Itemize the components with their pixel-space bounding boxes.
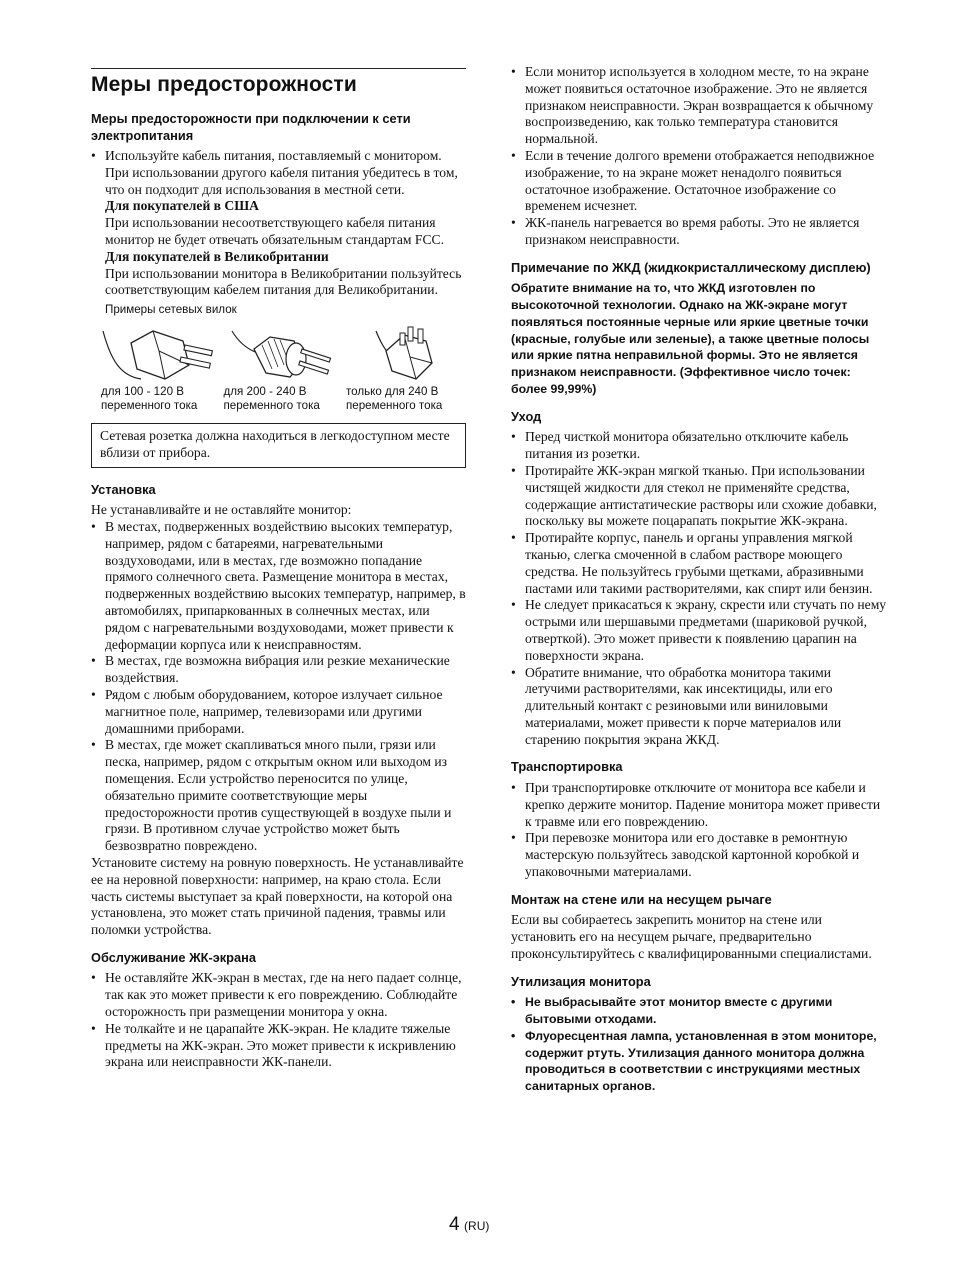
lcd-note-heading: Примечание по ЖКД (жидкокристаллическому дисплею)	[511, 259, 871, 275]
plug-caption-3b: переменного тока	[346, 399, 443, 413]
list-item: • Если в течение долгого времени отображается неподвижное изображение, то на экране может ненадолго появиться остаточное изображение. Остаточное изображение со временем исчезнет.	[511, 148, 887, 215]
page-language-suffix: (RU)	[464, 1219, 490, 1233]
list-item: • При транспортировке отключите от монитора все кабели и крепко держите монитор. Падение монитора может привести к травме или его повреждению.	[511, 780, 887, 830]
install-intro: Не устанавливайте и не оставляйте монитор:	[91, 502, 352, 518]
eu-plug-icon	[224, 321, 344, 383]
page-number: 4	[449, 1214, 460, 1235]
install-section	[91, 502, 466, 939]
transport-heading: Транспортировка	[511, 759, 623, 775]
power-bullet: • Используйте кабель питания, поставляемый с монитором. При использовании другого кабеля питания убедитесь в том, что он подходит для использования в местной сети.	[91, 148, 466, 198]
power-section	[91, 148, 466, 299]
mount-text: Если вы собираетесь закрепить монитор на стене или установить его на несущем рычаге, предварительно проконсультируйтесь с квалифицированными специалистами.	[511, 912, 872, 961]
list-item: • Флуоресцентная лампа, установленная в этом мониторе, содержит ртуть. Утилизация данного монитора должна проводиться в соответствии с инструкциями местных санитарных органов.	[511, 1028, 887, 1095]
list-item: • Рядом с любым оборудованием, которое излучает сильное магнитное поле, например, телевизорами или другими домашними приборами.	[91, 687, 466, 737]
care-heading: Уход	[511, 408, 542, 424]
disposal-list	[511, 994, 887, 1095]
lcd-heading: Обслуживание ЖК-экрана	[91, 949, 256, 965]
list-item: • Если монитор используется в холодном месте, то на экране может появиться остаточное изображение. Это не является признаком неисправности. Экран возвращается к обычному воспроизведению, как только температура становится нормальной.	[511, 64, 887, 148]
mount-heading: Монтаж на стене или на несущем рычаге	[511, 891, 772, 907]
plug-caption-2b: переменного тока	[223, 399, 320, 413]
list-item: • Протирайте корпус, панель и органы управления мягкой тканью, слегка смоченной в слабом растворе моющего средства. Не пользуйтесь грубыми щетками, абразивными пастами или такими растворителями, как спирт или бензин.	[511, 530, 887, 597]
list-item: • Не следует прикасаться к экрану, скрести или стучать по нему острыми или шершавыми предметами (шариковой ручкой, отверткой). Это может привести к появлению царапин на поверхности экрана.	[511, 597, 887, 664]
care-section	[511, 429, 887, 748]
lcd-note-text: Обратите внимание на то, что ЖКД изготовлен по высокоточной технологии. Однако на ЖК-экране могут появляться постоянные черные или яркие цветные точки (красные, голубые или зеленые), а также цветные полосы или яркие пятна неправильной формы. Это не является признаком неисправности. (Эффективное число точек: более 99,99%)	[511, 281, 870, 397]
us-plug-icon	[101, 321, 221, 383]
plug-type-c	[224, 321, 344, 413]
disposal-heading: Утилизация монитора	[511, 973, 651, 989]
plug-caption-1b: переменного тока	[101, 399, 198, 413]
list-item: • Не оставляйте ЖК-экран в местах, где на него падает солнце, так как это может привести к его повреждению. Соблюдайте осторожность при размещении монитора у окна.	[91, 970, 466, 1020]
transport-section	[511, 780, 887, 881]
list-item: • В местах, где может скапливаться много пыли, грязи или песка, например, рядом с открытым окном или выходом из помещения. Если устройство переносится по улице, обязательно примите соответствующие меры предосторожности против существующей в воздухе пыли и грязи. В противном случае устройство может быть безвозвратно повреждено.	[91, 737, 466, 855]
list-item: • Обратите внимание, что обработка монитора такими летучими растворителями, как инсектициды, или его длительный контакт с резиновыми или виниловыми материалами, может привести к порче материалов или старению покрытия экрана ЖКД.	[511, 665, 887, 749]
power-heading: Меры предосторожности при подключении к сети электропитания	[91, 111, 411, 143]
plugs-caption: Примеры сетевых вилок	[105, 303, 237, 317]
list-item: • ЖК-панель нагревается во время работы. Это не является признаком неисправности.	[511, 215, 887, 249]
uk-label: Для покупателей в Великобритании	[105, 248, 329, 264]
uk-text: При использовании монитора в Великобритании пользуйтесь соответствующим кабелем питания для Великобритании.	[105, 265, 462, 298]
usa-label: Для покупателей в США	[105, 198, 259, 214]
install-outro: Установите систему на ровную поверхность. Не устанавливайте ее на неровной поверхности: например, на краю стола. Если часть системы выступает за край поверхности, на которой она установлена, это может стать причиной падения, травмы или поломки устройства.	[91, 855, 464, 938]
right-column	[511, 64, 887, 1095]
page-footer	[449, 1214, 489, 1236]
plug-illustrations	[101, 321, 466, 413]
plug-caption-3: только для 240 В	[346, 385, 439, 399]
list-item: • Не выбрасывайте этот монитор вместе с другими бытовыми отходами.	[511, 994, 887, 1028]
list-item: • Не толкайте и не царапайте ЖК-экран. Не кладите тяжелые предметы на ЖК-экран. Это может привести к искривлению экрана или неисправности ЖК-панели.	[91, 1021, 466, 1071]
install-heading: Установка	[91, 481, 156, 497]
plug-caption-1: для 100 - 120 В	[101, 385, 184, 399]
list-item: • В местах, подверженных воздействию высоких температур, например, рядом с батареями, нагревательными воздуховодами, или в местах, где возможно попадание прямого солнечного света. Размещение монитора в местах, подверженных воздействию высоких температур, например, в автомобилях, припаркованных в солнечных местах, или рядом с нагревательными воздуховодами, может привести к деформации корпуса или к неисправностям.	[91, 519, 466, 653]
lcd-continued-section	[511, 64, 887, 249]
plug-caption-2: для 200 - 240 В	[223, 385, 307, 399]
plug-type-a	[101, 321, 221, 413]
list-item: • Протирайте ЖК-экран мягкой тканью. При использовании чистящей жидкости для стекол не применяйте средства, содержащие антистатические растворы или схожие добавки, поскольку вы можете поцарапать покрытие ЖК-экрана.	[511, 463, 887, 530]
plug-type-g	[346, 321, 466, 413]
list-item: • При перевозке монитора или его доставке в ремонтную мастерскую пользуйтесь заводской картонной коробкой и упаковочными материалами.	[511, 830, 887, 880]
title-rule	[91, 68, 466, 97]
lcd-section	[91, 970, 466, 1071]
outlet-notice-box: Сетевая розетка должна находиться в легкодоступном месте вблизи от прибора.	[91, 423, 466, 468]
page-title: Меры предосторожности	[91, 73, 357, 96]
usa-text: При использовании несоответствующего кабеля питания монитор не будет отвечать обязательным стандартам FCC.	[105, 215, 444, 247]
uk-plug-icon	[346, 321, 466, 383]
list-item: • В местах, где возможна вибрация или резкие механические воздействия.	[91, 653, 466, 687]
list-item: • Перед чисткой монитора обязательно отключите кабель питания из розетки.	[511, 429, 887, 463]
left-column	[91, 68, 466, 1071]
